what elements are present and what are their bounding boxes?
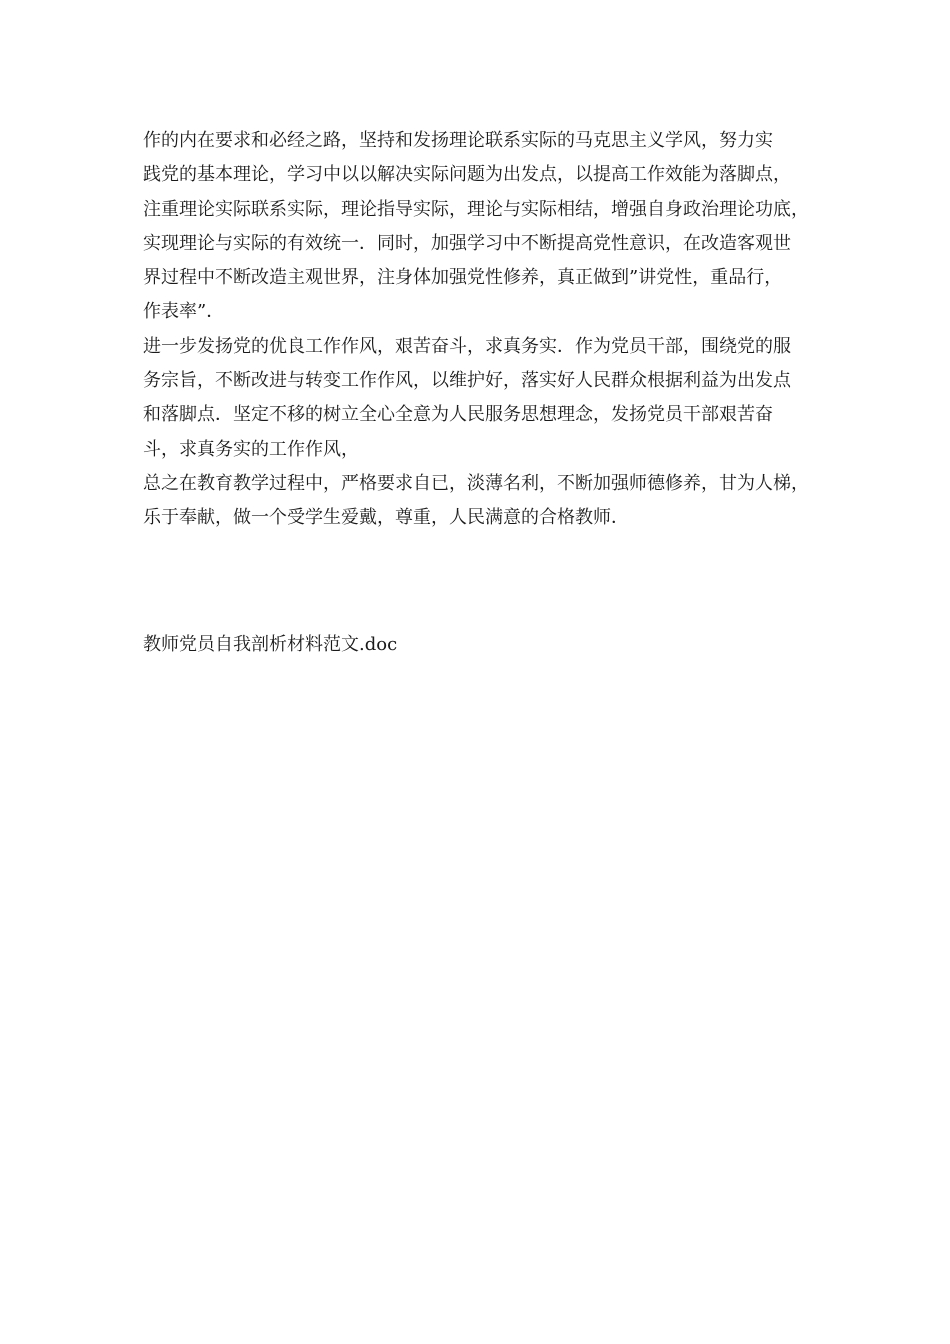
text-line: 注重理论实际联系实际，理论指导实际，理论与实际相结，增强自身政治理论功底， <box>143 198 809 220</box>
paragraph-1 <box>143 124 813 330</box>
text-line: 践党的基本理论，学习中以以解决实际问题为出发点，以提高工作效能为落脚点， <box>143 164 791 186</box>
paragraph-3 <box>143 467 813 536</box>
text-line: 总之在教育教学过程中，严格要求自已，淡薄名利，不断加强师德修养，甘为人梯， <box>143 472 809 494</box>
text-line: 界过程中不断改造主观世界，注身体加强党性修养，真正做到”讲党性，重品行， <box>143 267 783 289</box>
text-line: 乐于奉献，做一个受学生爱戴，尊重，人民满意的合格教师． <box>143 507 629 529</box>
document-body <box>143 124 813 536</box>
text-line: 进一步发扬党的优良工作作风，艰苦奋斗，求真务实．作为党员干部，围绕党的服 <box>143 335 791 357</box>
text-line: 务宗旨，不断改进与转变工作作风，以维护好，落实好人民群众根据利益为出发点 <box>143 370 791 392</box>
paragraph-2 <box>143 330 813 467</box>
text-line: 斗，求真务实的工作作风， <box>143 438 359 460</box>
text-line: 和落脚点．坚定不移的树立全心全意为人民服务思想理念，发扬党员干部艰苦奋 <box>143 404 773 426</box>
document-filename: 教师党员自我剖析材料范文.doc <box>143 634 398 655</box>
text-line: 作的内在要求和必经之路，坚持和发扬理论联系实际的马克思主义学风，努力实 <box>143 130 773 151</box>
text-line: 实现理论与实际的有效统一．同时，加强学习中不断提高党性意识，在改造客观世 <box>143 232 791 254</box>
text-line: 作表率”． <box>143 301 225 323</box>
